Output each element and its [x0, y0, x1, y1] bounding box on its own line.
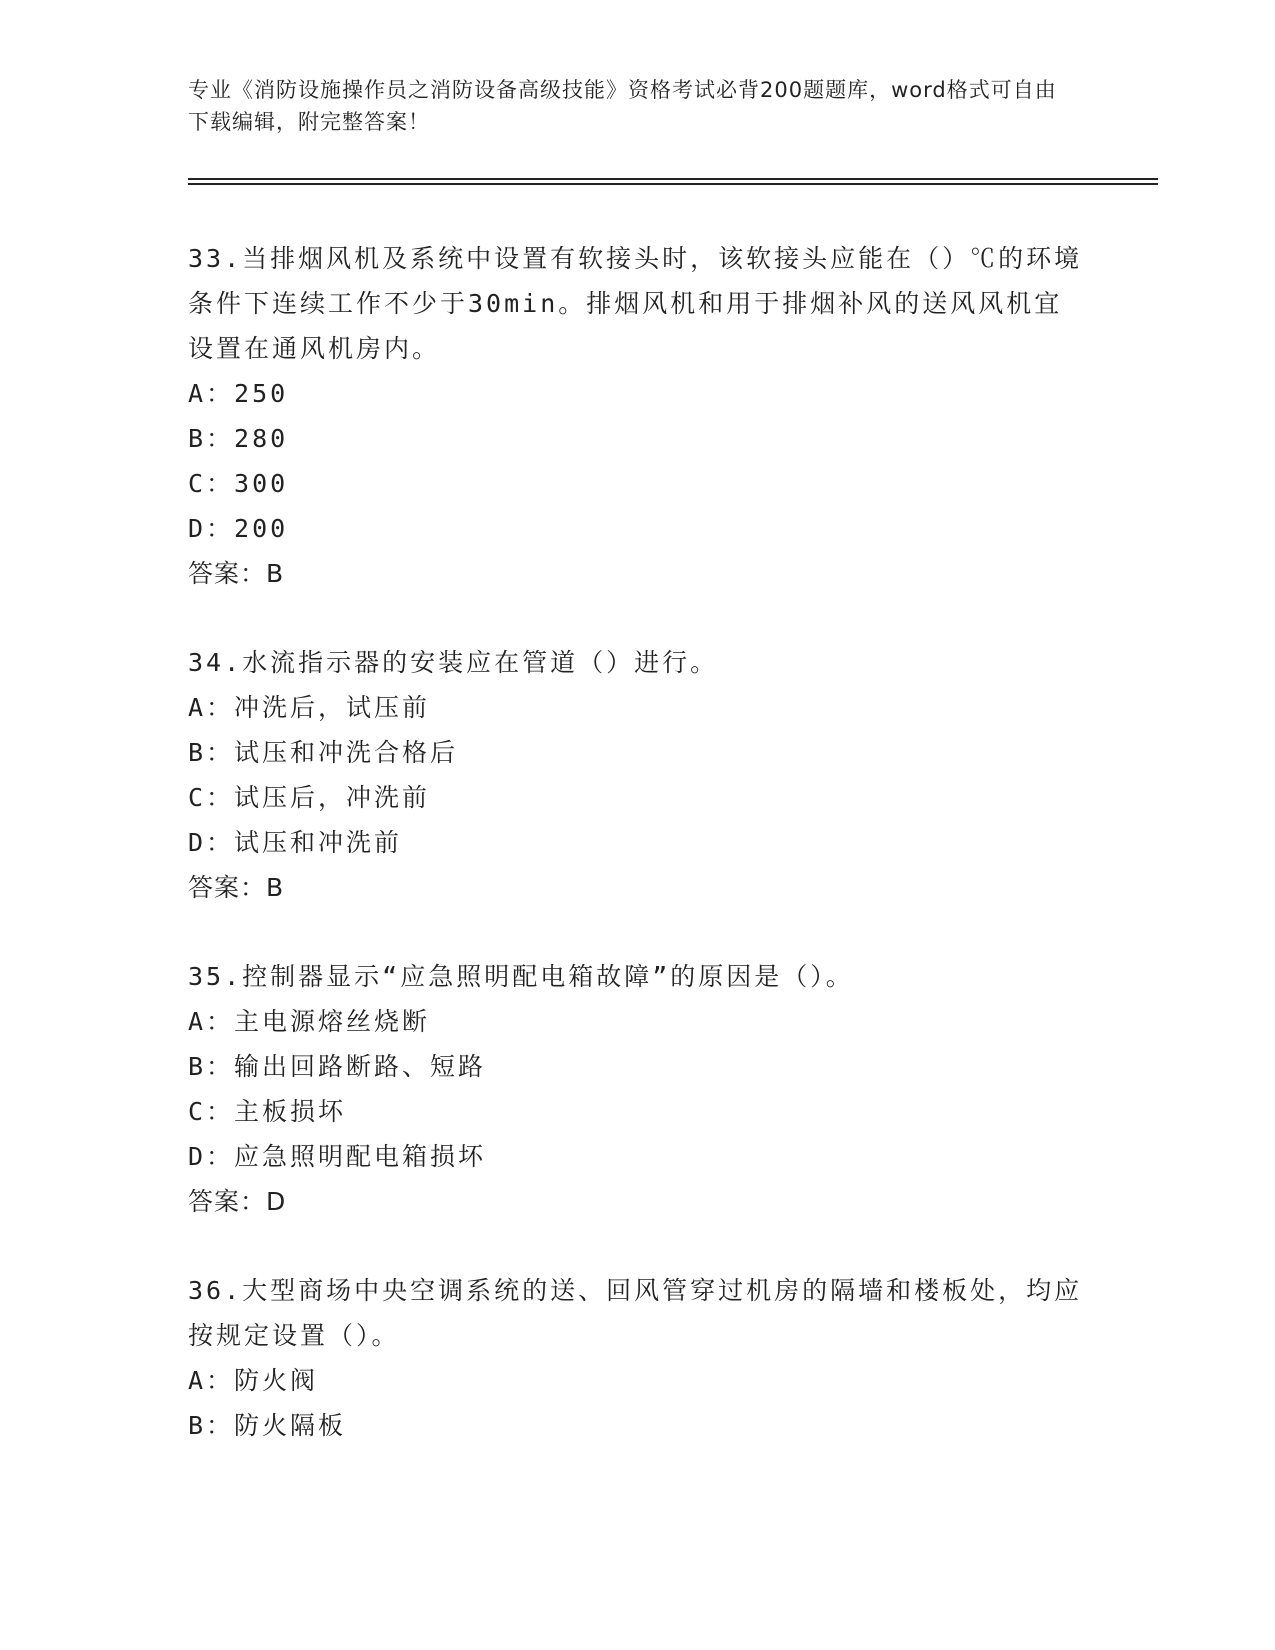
option-b: B：280 [188, 424, 289, 453]
question-33 [188, 236, 1088, 596]
option-c: C：主板损坏 [188, 1097, 347, 1126]
option-d: D：200 [188, 514, 289, 543]
header-divider-top [188, 178, 1158, 180]
answer-line: 答案：B [188, 873, 285, 902]
question-stem: 33.当排烟风机及系统中设置有软接头时，该软接头应能在（）℃的环境条件下连续工作不少于30min。排烟风机和用于排烟补风的送风风机宜设置在通风机房内。 [188, 244, 1083, 363]
option-d: D：试压和冲洗前 [188, 828, 403, 857]
question-list [188, 236, 1088, 1492]
question-stem: 36.大型商场中央空调系统的送、回风管穿过机房的隔墙和楼板处，均应按规定设置（）。 [188, 1276, 1083, 1350]
option-a: A：冲洗后，试压前 [188, 693, 431, 722]
option-c: C：300 [188, 469, 289, 498]
document-header: 专业《消防设施操作员之消防设备高级技能》资格考试必背200题题库，word格式可自由下载编辑，附完整答案！ [188, 78, 1057, 134]
option-a: A：主电源熔丝烧断 [188, 1007, 431, 1036]
question-stem: 34.水流指示器的安装应在管道（）进行。 [188, 648, 719, 677]
option-b: B：试压和冲洗合格后 [188, 738, 459, 767]
option-a: A：防火阀 [188, 1366, 319, 1395]
option-c: C：试压后，冲洗前 [188, 783, 431, 812]
option-b: B：防火隔板 [188, 1411, 347, 1440]
question-stem: 35.控制器显示“应急照明配电箱故障”的原因是（）。 [188, 962, 854, 991]
answer-line: 答案：B [188, 559, 285, 588]
answer-line: 答案：D [188, 1187, 287, 1216]
option-d: D：应急照明配电箱损坏 [188, 1142, 487, 1171]
option-a: A：250 [188, 379, 289, 408]
header-divider-bottom [188, 183, 1158, 185]
question-35 [188, 954, 1088, 1224]
question-36 [188, 1268, 1088, 1448]
option-b: B：输出回路断路、短路 [188, 1052, 487, 1081]
question-34 [188, 640, 1088, 910]
